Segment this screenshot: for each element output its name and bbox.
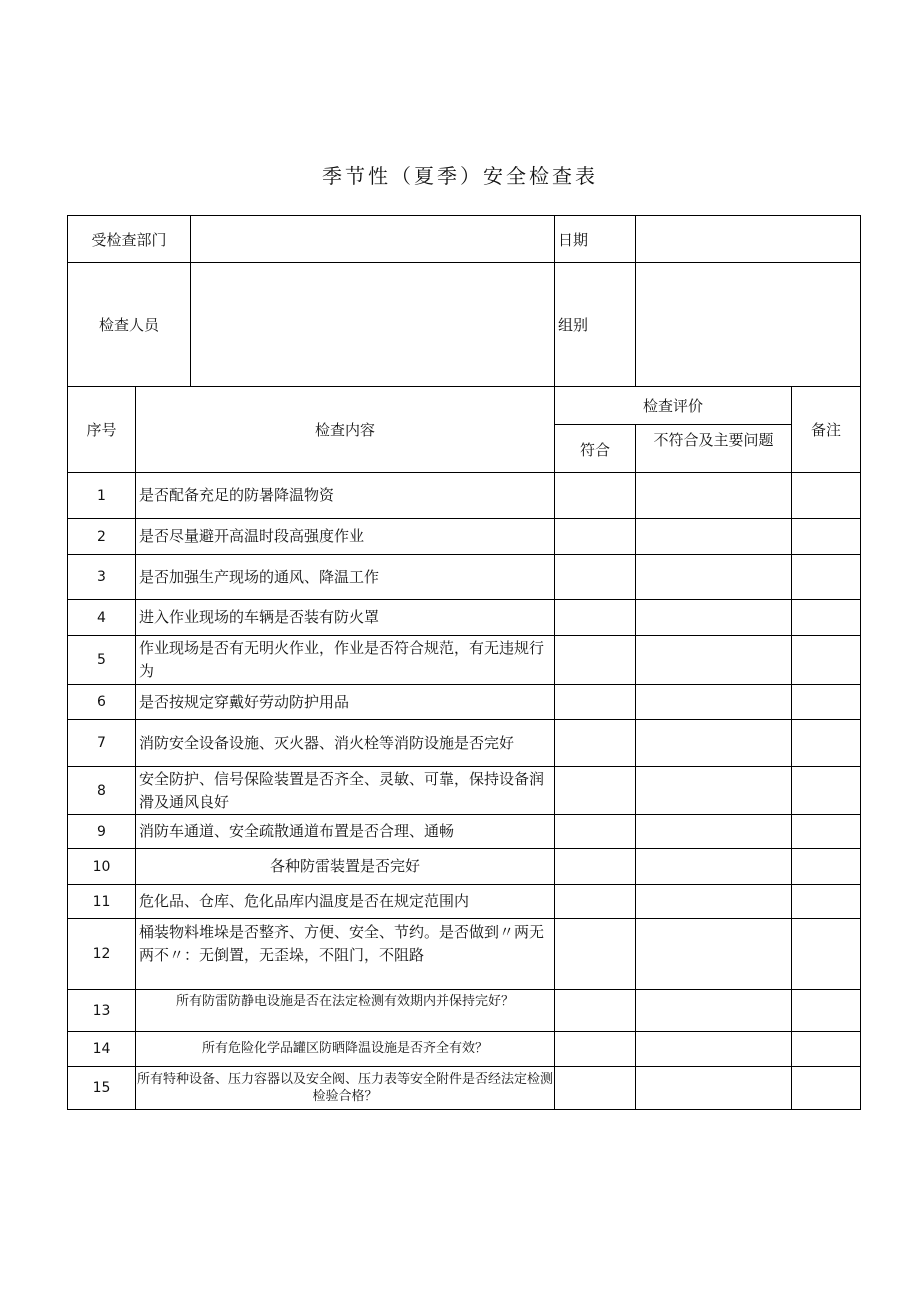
- remark-cell[interactable]: [792, 1067, 861, 1110]
- nonconform-cell[interactable]: [636, 685, 792, 720]
- table-row: [68, 1032, 861, 1067]
- remark-cell[interactable]: [792, 636, 861, 685]
- nonconform-cell[interactable]: [636, 473, 792, 519]
- row-content: 所有特种设备、压力容器以及安全阀、压力表等安全附件是否经法定检测检验合格？: [136, 1067, 555, 1110]
- nonconform-cell[interactable]: [636, 919, 792, 990]
- row-number: 1: [68, 473, 136, 519]
- conform-cell[interactable]: [555, 1067, 636, 1110]
- nonconform-cell[interactable]: [636, 1067, 792, 1110]
- conform-cell[interactable]: [555, 1032, 636, 1067]
- row-content: 是否配备充足的防暑降温物资: [136, 473, 555, 519]
- nonconform-cell[interactable]: [636, 555, 792, 600]
- remark-cell[interactable]: [792, 1032, 861, 1067]
- table-row: [68, 767, 861, 815]
- row-content: 所有防雷防静电设施是否在法定检测有效期内并保持完好？: [136, 990, 555, 1032]
- table-row: [68, 636, 861, 685]
- nonconform-cell[interactable]: [636, 849, 792, 885]
- row-number: 15: [68, 1067, 136, 1110]
- row-content: 消防安全设备设施、灭火器、消火栓等消防设施是否完好: [136, 720, 555, 767]
- inspector-label: 检查人员: [68, 263, 191, 387]
- table-row: [68, 555, 861, 600]
- row-content: 各种防雷装置是否完好: [136, 849, 555, 885]
- eval-header: 检查评价: [555, 387, 792, 425]
- inspector-row: [68, 263, 861, 387]
- row-content: 作业现场是否有无明火作业，作业是否符合规范，有无违规行为: [136, 636, 555, 685]
- table-row: [68, 990, 861, 1032]
- conform-cell[interactable]: [555, 720, 636, 767]
- remark-cell[interactable]: [792, 519, 861, 555]
- conform-cell[interactable]: [555, 767, 636, 815]
- table-row: [68, 600, 861, 636]
- conform-cell[interactable]: [555, 685, 636, 720]
- row-number: 10: [68, 849, 136, 885]
- row-number: 14: [68, 1032, 136, 1067]
- dept-row: [68, 216, 861, 263]
- row-number: 8: [68, 767, 136, 815]
- remark-cell[interactable]: [792, 849, 861, 885]
- conform-cell[interactable]: [555, 849, 636, 885]
- nonconform-cell[interactable]: [636, 990, 792, 1032]
- remark-cell[interactable]: [792, 990, 861, 1032]
- row-number: 3: [68, 555, 136, 600]
- table-row: [68, 815, 861, 849]
- conform-cell[interactable]: [555, 555, 636, 600]
- row-content: 桶装物料堆垛是否整齐、方便、安全、节约。是否做到〃两无两不〃：无倒置，无歪垛，不阻门，不阻路: [136, 919, 555, 990]
- date-value-cell[interactable]: [636, 216, 861, 263]
- conform-cell[interactable]: [555, 636, 636, 685]
- table-row: [68, 473, 861, 519]
- table-row: [68, 1067, 861, 1110]
- remark-cell[interactable]: [792, 555, 861, 600]
- column-header-row: [68, 387, 861, 425]
- row-number: 5: [68, 636, 136, 685]
- row-number: 9: [68, 815, 136, 849]
- group-value-cell[interactable]: [636, 263, 861, 387]
- remark-cell[interactable]: [792, 685, 861, 720]
- conform-header: 符合: [555, 425, 636, 473]
- row-content: 危化品、仓库、危化品库内温度是否在规定范围内: [136, 885, 555, 919]
- table-row: [68, 919, 861, 990]
- dept-label: 受检查部门: [68, 216, 191, 263]
- conform-cell[interactable]: [555, 885, 636, 919]
- conform-cell[interactable]: [555, 600, 636, 636]
- row-content: 安全防护、信号保险装置是否齐全、灵敏、可靠，保持设备润滑及通风良好: [136, 767, 555, 815]
- remark-cell[interactable]: [792, 767, 861, 815]
- remark-cell[interactable]: [792, 919, 861, 990]
- table-row: [68, 519, 861, 555]
- row-content: 进入作业现场的车辆是否装有防火罩: [136, 600, 555, 636]
- conform-cell[interactable]: [555, 815, 636, 849]
- row-content: 是否按规定穿戴好劳动防护用品: [136, 685, 555, 720]
- nonconform-cell[interactable]: [636, 600, 792, 636]
- row-number: 13: [68, 990, 136, 1032]
- nonconform-cell[interactable]: [636, 815, 792, 849]
- date-label: 日期: [555, 216, 636, 263]
- nonconform-cell[interactable]: [636, 636, 792, 685]
- conform-cell[interactable]: [555, 919, 636, 990]
- table-row: [68, 720, 861, 767]
- row-content: 所有危险化学品罐区防晒降温设施是否齐全有效？: [136, 1032, 555, 1067]
- content-header: 检查内容: [136, 387, 555, 473]
- inspector-value-cell[interactable]: [191, 263, 555, 387]
- row-number: 6: [68, 685, 136, 720]
- row-content: 消防车通道、安全疏散通道布置是否合理、通畅: [136, 815, 555, 849]
- table-row: [68, 685, 861, 720]
- row-number: 4: [68, 600, 136, 636]
- nonconform-cell[interactable]: [636, 1032, 792, 1067]
- row-content: 是否加强生产现场的通风、降温工作: [136, 555, 555, 600]
- seq-header: 序号: [68, 387, 136, 473]
- remark-cell[interactable]: [792, 885, 861, 919]
- remark-cell[interactable]: [792, 600, 861, 636]
- nonconform-cell[interactable]: [636, 885, 792, 919]
- inspection-table: [67, 215, 861, 1110]
- remark-cell[interactable]: [792, 473, 861, 519]
- conform-cell[interactable]: [555, 473, 636, 519]
- row-number: 11: [68, 885, 136, 919]
- conform-cell[interactable]: [555, 519, 636, 555]
- conform-cell[interactable]: [555, 990, 636, 1032]
- dept-value-cell[interactable]: [191, 216, 555, 263]
- row-content: 是否尽量避开高温时段高强度作业: [136, 519, 555, 555]
- nonconform-header: 不符合及主要问题: [636, 425, 792, 473]
- remark-header: 备注: [792, 387, 861, 473]
- nonconform-cell[interactable]: [636, 767, 792, 815]
- nonconform-cell[interactable]: [636, 720, 792, 767]
- table-row: [68, 885, 861, 919]
- row-number: 7: [68, 720, 136, 767]
- remark-cell[interactable]: [792, 720, 861, 767]
- nonconform-cell[interactable]: [636, 519, 792, 555]
- group-label: 组别: [555, 263, 636, 387]
- row-number: 12: [68, 919, 136, 990]
- row-number: 2: [68, 519, 136, 555]
- remark-cell[interactable]: [792, 815, 861, 849]
- table-row: [68, 849, 861, 885]
- page-title: 季节性（夏季）安全检查表: [322, 164, 598, 188]
